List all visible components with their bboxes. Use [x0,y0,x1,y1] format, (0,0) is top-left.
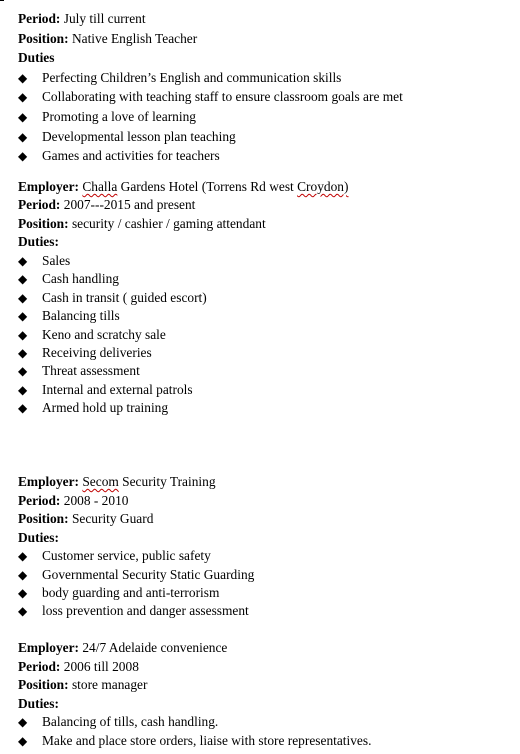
job2-duty-item [18,363,140,379]
job4-employer-label: Employer: [18,640,79,655]
bullet-diamond-icon: ◆ [18,130,28,144]
job1-duty-item [18,148,220,164]
bullet-diamond-icon: ◆ [18,272,28,286]
job3-duty-text: body guarding and anti-terrorism [42,585,220,600]
job2-duty-item [18,308,120,324]
bullet-diamond-icon: ◆ [18,328,28,342]
bullet-diamond-icon: ◆ [18,71,28,85]
bullet-diamond-icon: ◆ [18,291,28,305]
job3-position-value: Security Guard [71,511,154,526]
job2-duties-heading [18,234,59,250]
job2-employer-middle: Gardens Hotel (Torrens Rd west [117,179,298,194]
job2-duty-item [18,400,169,416]
job2-duty-text: Internal and external patrols [42,382,193,397]
job1-duty-item [18,129,236,145]
job4-position [18,677,147,693]
job3-period [18,493,128,509]
job3-position [18,511,153,527]
job1-duty-item [18,70,342,86]
job2-duty-text: Keno and scratchy sale [42,327,166,342]
job4-position-value: store manager [71,677,148,692]
bullet-diamond-icon: ◆ [18,734,28,748]
job3-duty-text: loss prevention and danger assessment [42,603,249,618]
job1-position-value: Native English Teacher [71,31,198,46]
job3-employer-value [82,474,215,489]
job2-position-label: Position: [18,216,69,231]
job3-duty-text: Customer service, public safety [42,548,211,563]
bullet-diamond-icon: ◆ [18,149,28,163]
job3-position-label: Position: [18,511,69,526]
bullet-diamond-icon: ◆ [18,254,28,268]
job1-period [18,11,146,27]
job1-duty-text: Developmental lesson plan teaching [42,129,236,144]
job1-duty-item [18,109,196,125]
job3-period-label: Period: [18,493,61,508]
job1-position [18,31,197,47]
bullet-diamond-icon: ◆ [18,383,28,397]
job4-duty-item [18,714,219,730]
job4-period [18,659,139,675]
job4-position-label: Position: [18,677,69,692]
job3-employer-label: Employer: [18,474,79,489]
bullet-diamond-icon: ◆ [18,346,28,360]
bullet-diamond-icon: ◆ [18,715,28,729]
job2-period [18,197,195,213]
job2-duty-item [18,253,71,269]
bullet-diamond-icon: ◆ [18,90,28,104]
job4-duties-heading [18,696,59,712]
job2-duty-text: Cash in transit ( guided escort) [42,290,207,305]
spellcheck-word: Challa [82,179,118,194]
job3-duty-item [18,585,220,601]
job3-duty-item [18,567,255,583]
bullet-diamond-icon: ◆ [18,110,28,124]
job2-duty-text: Balancing tills [42,308,120,323]
spellcheck-word: Secom [82,474,119,489]
job2-duty-item [18,290,207,306]
job2-employer-value [82,179,348,194]
bullet-diamond-icon: ◆ [18,401,28,415]
job4-duty-text: Balancing of tills, cash handling. [42,714,219,729]
job2-duty-item [18,327,166,343]
job1-position-label: Position: [18,31,69,46]
bullet-diamond-icon: ◆ [18,586,28,600]
bullet-diamond-icon: ◆ [18,364,28,378]
job2-duties-label: Duties: [18,234,59,249]
job2-employer [18,179,348,195]
job1-duty-text: Collaborating with teaching staff to ensure classroom goals are met [42,89,403,104]
job4-period-value: 2006 till 2008 [63,659,139,674]
job4-employer [18,640,227,656]
job1-duty-text: Promoting a love of learning [42,109,196,124]
job1-duties-label: Duties [18,50,55,65]
job4-period-label: Period: [18,659,61,674]
job4-employer-value: 24/7 Adelaide convenience [82,640,228,655]
job1-duty-text: Perfecting Children’s English and communication skills [42,70,342,85]
job2-duty-text: Threat assessment [42,363,140,378]
job2-period-label: Period: [18,197,61,212]
page-corner-mark [0,0,4,1]
bullet-diamond-icon: ◆ [18,309,28,323]
job3-period-value: 2008 - 2010 [63,493,129,508]
job4-duty-text: Make and place store orders, liaise with store representatives. [42,733,372,748]
job4-duties-label: Duties: [18,696,59,711]
job3-employer-rest: Security Training [118,474,216,489]
job3-duty-item [18,548,211,564]
bullet-diamond-icon: ◆ [18,568,28,582]
bullet-diamond-icon: ◆ [18,549,28,563]
job2-duty-item [18,271,119,287]
job3-duty-text: Governmental Security Static Guarding [42,567,255,582]
job1-duty-text: Games and activities for teachers [42,148,220,163]
job2-employer-label: Employer: [18,179,79,194]
job2-duty-text: Sales [42,253,71,268]
job4-duty-item [18,733,372,749]
job2-duty-text: Cash handling [42,271,119,286]
job1-period-label: Period: [18,11,61,26]
bullet-diamond-icon: ◆ [18,604,28,618]
job2-duty-item [18,345,152,361]
job1-duty-item [18,89,403,105]
job2-period-value: 2007---2015 and present [63,197,196,212]
job2-duty-item [18,382,193,398]
job2-duty-text: Receiving deliveries [42,345,152,360]
job1-period-value: July till current [63,11,146,26]
spellcheck-word: Croydon) [297,179,349,194]
job2-position-value: security / cashier / gaming attendant [71,216,266,231]
job3-employer [18,474,216,490]
job2-duty-text: Armed hold up training [42,400,169,415]
job3-duty-item [18,603,249,619]
job3-duties-label: Duties: [18,530,59,545]
job2-position [18,216,266,232]
job3-duties-heading [18,530,59,546]
job1-duties-heading [18,50,54,66]
